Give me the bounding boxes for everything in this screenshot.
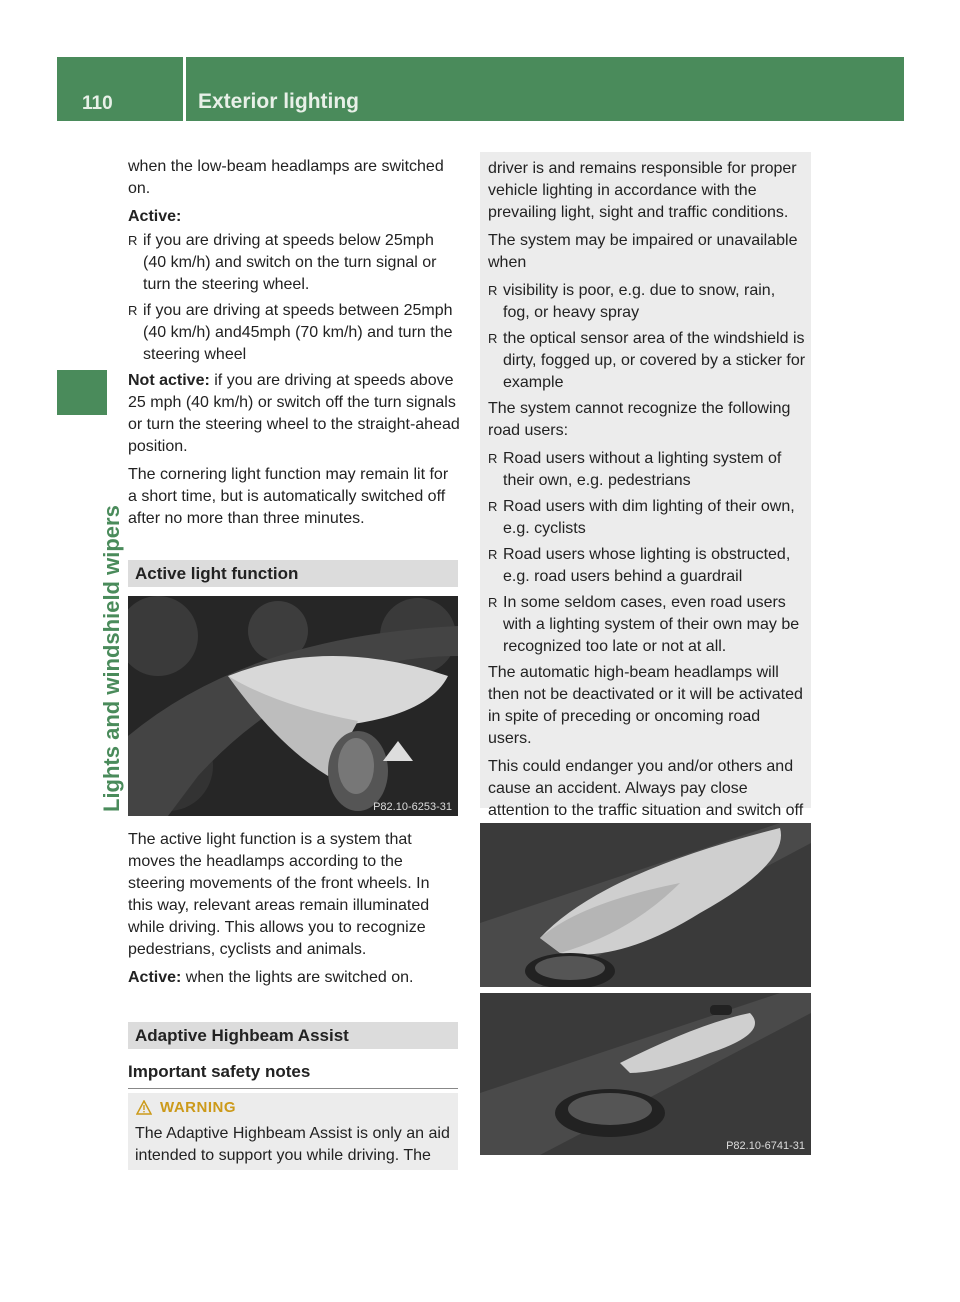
highbeam-illustration-top xyxy=(480,823,811,987)
not-active-paragraph xyxy=(128,370,461,458)
road-users-list xyxy=(488,448,806,658)
list-item: R if you are driving at speeds below 25mph (40 km/h) and switch on the turn signal or turn the steering wheel. xyxy=(128,230,461,296)
section-heading-active-light: Active light function xyxy=(128,560,458,587)
chapter-label: Lights and windshield wipers xyxy=(99,505,124,812)
active2-text: when the lights are switched on. xyxy=(181,969,414,986)
not-active-text: if you are driving at speeds above 25 mph (40 km/h) or switch off the turn signals or turn the steering wheel to the straight-ahead position. xyxy=(128,372,460,455)
image-code: P82.10-6741-31 xyxy=(726,1140,805,1152)
warning-box xyxy=(128,1093,458,1170)
cornering-text: The cornering light function may remain lit for a short time, but is automatically switched off after no more than three minutes. xyxy=(128,466,449,527)
highbeam-road-graphic xyxy=(480,823,811,987)
road-users-intro: The system cannot recognize the following road users: xyxy=(488,400,791,439)
active-list xyxy=(128,230,461,366)
road-curve-graphic xyxy=(128,596,458,816)
intro-text: when the low-beam headlamps are switched on. xyxy=(128,158,444,197)
list-item: R In some seldom cases, even road users with a lighting system of their own may be recognized too late or not at all. xyxy=(488,592,806,658)
page-header xyxy=(57,57,904,121)
impaired-intro: The system may be impaired or unavailable when xyxy=(488,232,798,271)
warning-label: WARNING xyxy=(160,1099,236,1116)
list-item: R if you are driving at speeds between 25mph (40 km/h) and45mph (70 km/h) and turn the steering wheel xyxy=(128,300,461,366)
active2-paragraph xyxy=(128,967,458,989)
warning-icon xyxy=(136,1100,152,1115)
active-light-body xyxy=(128,829,458,995)
active-light-illustration xyxy=(128,596,458,816)
subheading-safety: Important safety notes xyxy=(128,1062,458,1089)
deactivation-text: The automatic high-beam headlamps will then not be deactivated or it will be activated in spite of preceding or oncoming road users. xyxy=(488,664,803,747)
header-divider xyxy=(183,57,186,121)
list-item: R Road users whose lighting is obstructed, e.g. road users behind a guardrail xyxy=(488,544,806,588)
active2-label: Active: xyxy=(128,969,182,986)
list-item: R visibility is poor, e.g. due to snow, rain, fog, or heavy spray xyxy=(488,280,806,324)
highbeam-illustration-bottom xyxy=(480,993,811,1155)
list-item: R the optical sensor area of the windshield is dirty, fogged up, or covered by a sticker for example xyxy=(488,328,806,394)
chapter-tab xyxy=(57,370,107,415)
list-item: R Road users with dim lighting of their own, e.g. cyclists xyxy=(488,496,806,540)
left-column xyxy=(128,156,461,536)
impaired-list xyxy=(488,280,806,394)
section-title: Exterior lighting xyxy=(198,90,360,113)
section-heading-highbeam: Adaptive Highbeam Assist xyxy=(128,1022,458,1049)
active-light-text: The active light function is a system that moves the headlamps according to the steering movements of the front wheels. In this way, relevant areas remain illuminated while driving. This allows you to recognize pedestrians, cyclists and animals. xyxy=(128,831,430,958)
right-column xyxy=(488,158,806,850)
danger-text: This could endanger you and/or others and cause an accident. Always pay close attention to the traffic situation and switch off xyxy=(488,758,804,819)
page-number: 110 xyxy=(82,93,113,114)
list-item: R Road users without a lighting system of their own, e.g. pedestrians xyxy=(488,448,806,492)
not-active-label: Not active: xyxy=(128,372,210,389)
warning-text: The Adaptive Highbeam Assist is only an aid intended to support you while driving. The xyxy=(135,1125,450,1164)
dimmed-beam-road-graphic xyxy=(480,993,811,1155)
image-code: P82.10-6253-31 xyxy=(373,801,452,813)
active-label: Active: xyxy=(128,208,182,225)
responsibility-text: driver is and remains responsible for proper vehicle lighting in accordance with the prevailing light, sight and traffic conditions. xyxy=(488,160,797,221)
